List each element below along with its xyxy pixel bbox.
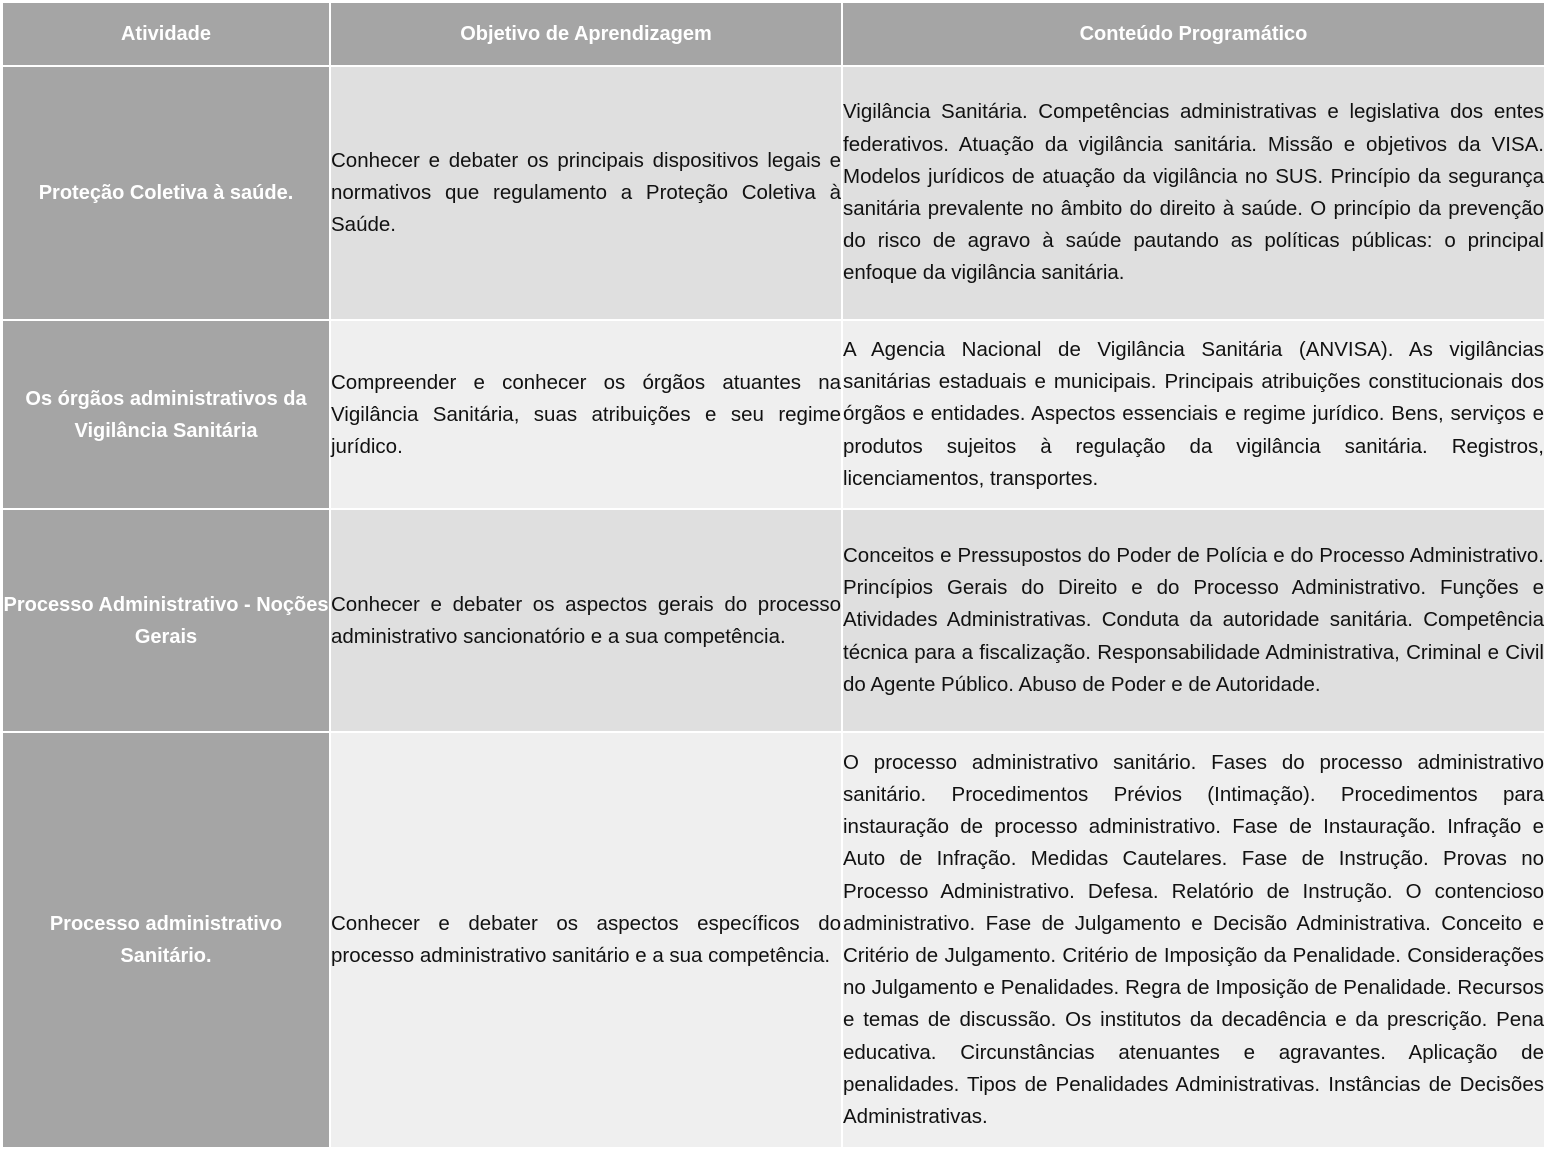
table-row	[2, 66, 1545, 320]
content-cell: Conceitos e Pressupostos do Poder de Polícia e do Processo Administrativo. Princípios Gerais do Direito e do Processo Administrativo. Funções e Atividades Administrativas. Conduta da autoridade sanitária. Competência técnica para a fiscalização. Responsabilidade Administrativa, Criminal e Civil do Agente Público. Abuso de Poder e de Autoridade.	[842, 509, 1545, 732]
objective-cell: Conhecer e debater os principais dispositivos legais e normativos que regulamento a Proteção Coletiva à Saúde.	[330, 66, 842, 320]
table-row	[2, 732, 1545, 1148]
syllabus-table	[2, 2, 1545, 1148]
header-row	[2, 2, 1545, 66]
header-objective: Objetivo de Aprendizagem	[330, 2, 842, 66]
content-cell: Vigilância Sanitária. Competências administrativas e legislativa dos entes federativos. Atuação da vigilância sanitária. Missão e objetivos da VISA. Modelos jurídicos de atuação da vigilância no SUS. Princípio da segurança sanitária prevalente no âmbito do direito à saúde. O princípio da prevenção do risco de agravo à saúde pautando as políticas públicas: o principal enfoque da vigilância sanitária.	[842, 66, 1545, 320]
header-activity: Atividade	[2, 2, 330, 66]
activity-cell: Processo administrativo Sanitário.	[2, 732, 330, 1148]
activity-cell: Processo Administrativo - Noções Gerais	[2, 509, 330, 732]
table-row	[2, 320, 1545, 509]
syllabus-table-wrapper	[2, 2, 1545, 1148]
activity-cell: Os órgãos administrativos da Vigilância Sanitária	[2, 320, 330, 509]
content-cell: O processo administrativo sanitário. Fases do processo administrativo sanitário. Procedimentos Prévios (Intimação). Procedimentos para instauração de processo administrativo. Fase de Instauração. Infração e Auto de Infração. Medidas Cautelares. Fase de Instrução. Provas no Processo Administrativo. Defesa. Relatório de Instrução. O contencioso administrativo. Fase de Julgamento e Decisão Administrativa. Conceito e Critério de Julgamento. Critério de Imposição da Penalidade. Considerações no Julgamento e Penalidades. Regra de Imposição de Penalidade. Recursos e temas de discussão. Os institutos da decadência e da prescrição. Pena educativa. Circunstâncias atenuantes e agravantes. Aplicação de penalidades. Tipos de Penalidades Administrativas. Instâncias de Decisões Administrativas.	[842, 732, 1545, 1148]
activity-cell: Proteção Coletiva à saúde.	[2, 66, 330, 320]
objective-cell: Conhecer e debater os aspectos específicos do processo administrativo sanitário e a sua competência.	[330, 732, 842, 1148]
objective-cell: Compreender e conhecer os órgãos atuantes na Vigilância Sanitária, suas atribuições e seu regime jurídico.	[330, 320, 842, 509]
objective-cell: Conhecer e debater os aspectos gerais do processo administrativo sancionatório e a sua competência.	[330, 509, 842, 732]
header-content: Conteúdo Programático	[842, 2, 1545, 66]
content-cell: A Agencia Nacional de Vigilância Sanitária (ANVISA). As vigilâncias sanitárias estaduais e municipais. Principais atribuições constitucionais dos órgãos e entidades. Aspectos essenciais e regime jurídico. Bens, serviços e produtos sujeitos à regulação da vigilância sanitária. Registros, licenciamentos, transportes.	[842, 320, 1545, 509]
table-row	[2, 509, 1545, 732]
